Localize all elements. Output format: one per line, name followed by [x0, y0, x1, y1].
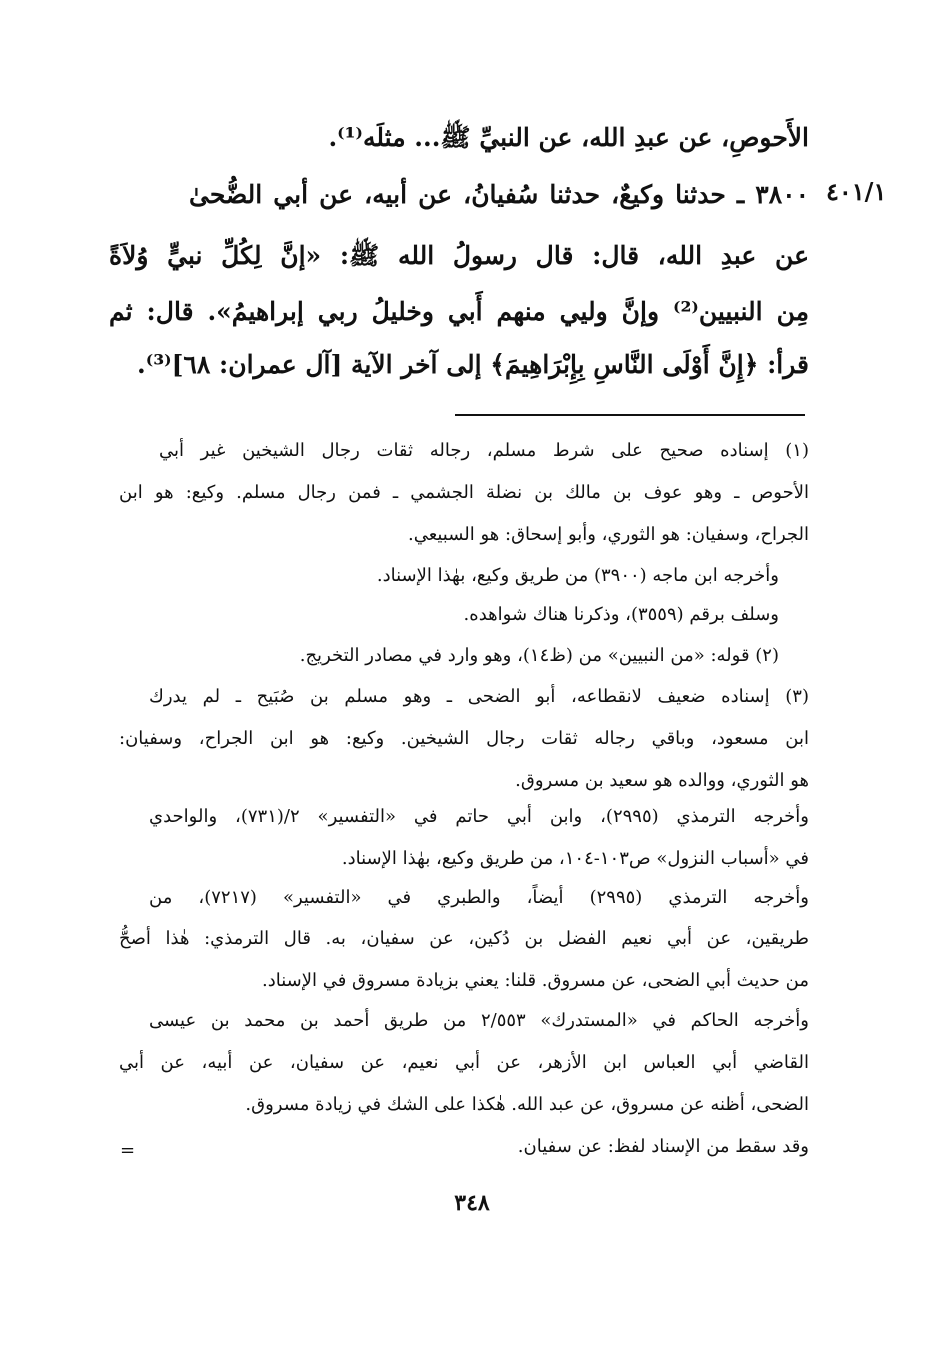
- footnote-line: الجراح، وسفيان: هو الثوري، وأبو إسحاق: هو السبيعي.: [407, 524, 809, 545]
- page-number: ٣٤٨: [454, 1190, 490, 1216]
- footnote-line: هو الثوري، ووالده هو سعيد بن مسروق.: [515, 770, 809, 791]
- footnote-line: طريقين، عن أبي نعيم الفضل بن دُكين، عن سفيان، به. قال الترمذي: هٰذا أصحُّ: [119, 928, 809, 949]
- footnote-line: (١) إسناده صحيح على شرط مسلم، رجاله ثقات رجال الشيخين غير أبي: [159, 440, 809, 461]
- margin-reference: ٤٠١/١: [826, 177, 887, 206]
- footnote-line: في «أسباب النزول» ص١٠٣-١٠٤، من طريق وكيع، بهٰذا الإسناد.: [341, 848, 809, 869]
- footnote-line: الضحى، أظنه عن مسروق، عن عبد الله. هٰكذا على الشك في زيادة مسروق.: [245, 1094, 809, 1115]
- main-text-line-2: ٣٨٠٠ ـ حدثنا وكيعٌ، حدثنا سُفيانُ، عن أبيه، عن أبي الضُّحىٰ: [189, 180, 809, 209]
- footnote-line: وأخرجه الترمذي (٢٩٩٥)، وابن أبي حاتم في «التفسير» ٢/(٧٣١)، والواحدي: [149, 806, 809, 827]
- main-text-line-4: مِن النبيين⁽²⁾ وإنَّ وليي منهم أَبي وخليلُ ربي إبراهيمُ». قال: ثم: [109, 297, 810, 326]
- footnote-line: القاضي أبي العباس ابن الأزهر، عن أبي نعيم، عن سفيان، عن أبيه، عن أبي: [119, 1052, 809, 1073]
- main-text-line-3: عن عبدِ الله، قال: قال رسولُ الله ﷺ: «إنَّ لِكُلِّ نبيٍّ وُلاَةً: [109, 241, 809, 270]
- footnote-line: (٣) إسناده ضعيف لانقطاعه، أبو الضحى ـ وهو مسلم بن صُبَيح ـ لم يدرك: [149, 686, 809, 707]
- footnote-line: من حديث أبي الضحى، عن مسروق. قلنا: يعني بزيادة مسروق في الإسناد.: [262, 970, 809, 991]
- footnote-line: وأخرجه الحاكم في «المستدرك» ٢/٥٥٣ من طريق أحمد بن محمد بن عيسى: [149, 1010, 809, 1031]
- footnote-line: وأخرجه ابن ماجه (٣٩٠٠) من طريق وكيع، بهٰذا الإسناد.: [376, 565, 779, 586]
- footnote-line: (٢) قوله: «من النبيين» من (ظ١٤)، وهو وارد في مصادر التخريج.: [299, 645, 779, 666]
- footnote-line: وسلف برقم (٣٥٥٩)، وذكرنا هناك شواهده.: [463, 604, 779, 625]
- main-text-line-1: الأَحوصِ، عن عبدِ الله، عن النبيِّ ﷺ... مثلَه⁽¹⁾.: [328, 123, 809, 152]
- footnote-separator: [455, 414, 805, 416]
- continuation-mark: =: [120, 1140, 136, 1161]
- main-text-line-5: قرأ: ﴿إِنَّ أَوْلَى النَّاسِ بِإِبْرَاهِيمَ﴾ إلى آخر الآية [آل عمران: ٦٨]⁽³⁾.: [137, 350, 809, 379]
- footnote-line: ابن مسعود، وباقي رجاله ثقات رجال الشيخين. وكيع: هو ابن الجراح، وسفيان:: [119, 728, 809, 749]
- footnote-line: وقد سقط من الإسناد لفظ: عن سفيان.: [517, 1136, 809, 1157]
- footnote-line: الأحوص ـ وهو عوف بن مالك بن نضلة الجشمي ـ فمن رجال مسلم. وكيع: هو ابن: [119, 482, 809, 503]
- footnote-line: وأخرجه الترمذي (٢٩٩٥) أيضاً، والطبري في «التفسير» (٧٢١٧)، من: [149, 887, 809, 908]
